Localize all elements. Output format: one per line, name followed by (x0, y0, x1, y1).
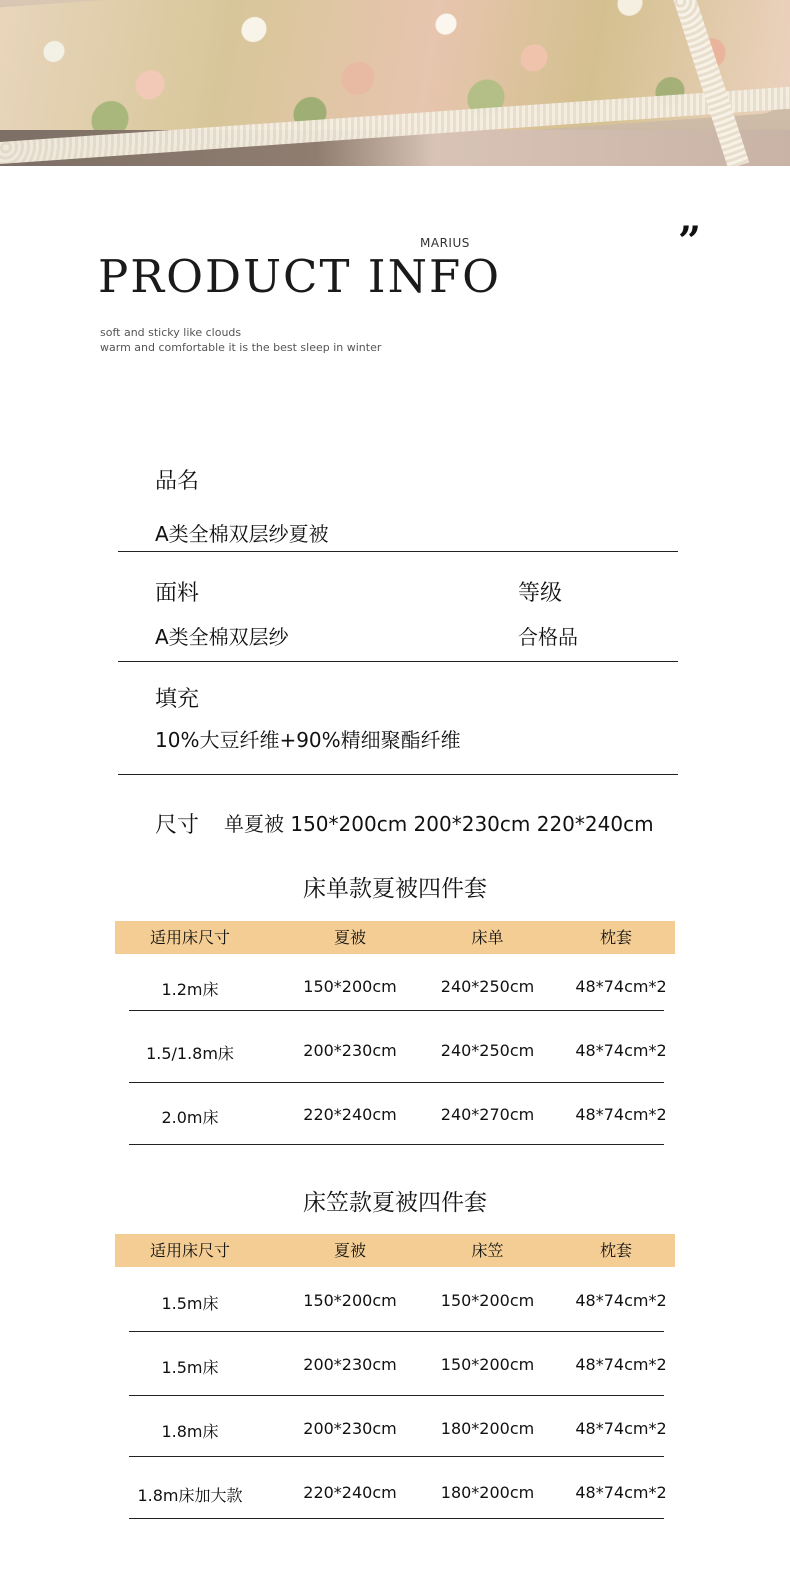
table1-cell: 1.5/1.8m床 (146, 1044, 234, 1063)
table1-cell: 2.0m床 (161, 1108, 219, 1127)
table2-header-cell: 枕套 (599, 1241, 632, 1260)
table1-cell: 150*200cm (303, 977, 397, 996)
table2-cell: 180*200cm (440, 1419, 535, 1438)
table2-cell: 220*240cm (303, 1483, 397, 1502)
table2-title: 床笠款夏被四件套 (303, 1190, 487, 1216)
table2-cell: 180*200cm (440, 1483, 535, 1502)
divider (129, 1395, 664, 1396)
table2-cell: 200*230cm (303, 1419, 397, 1438)
size-value: 单夏被 150*200cm 200*230cm 220*240cm (224, 812, 654, 836)
divider (129, 1331, 664, 1332)
table2-cell: 48*74cm*2 (575, 1291, 667, 1310)
fabric-value: A类全棉双层纱 (155, 625, 289, 649)
fabric-label: 面料 (155, 581, 200, 606)
table2-header-cell: 夏被 (333, 1241, 366, 1260)
name-value: A类全棉双层纱夏被 (155, 522, 329, 546)
name-label: 品名 (155, 469, 200, 494)
table2-cell: 1.8m床加大款 (137, 1486, 243, 1505)
filling-label: 填充 (155, 687, 200, 712)
table2-header-cell: 适用床尺寸 (149, 1241, 230, 1260)
table2-header-row (115, 1234, 675, 1267)
table2-cell: 48*74cm*2 (575, 1419, 667, 1438)
table1-header-cell: 床单 (471, 928, 504, 947)
table1-header-row (115, 921, 675, 954)
table1-cell: 48*74cm*2 (575, 977, 667, 996)
table2-cell: 1.5m床 (161, 1358, 219, 1377)
table1-cell: 240*250cm (440, 1041, 535, 1060)
divider (129, 1518, 664, 1519)
divider (129, 1010, 664, 1011)
table1-cell: 48*74cm*2 (575, 1105, 667, 1124)
divider (118, 551, 678, 552)
tagline-1: soft and sticky like clouds (100, 326, 242, 339)
size-label: 尺寸 (155, 813, 200, 838)
divider (118, 774, 678, 775)
filling-value: 10%大豆纤维+90%精细聚酯纤维 (155, 728, 461, 752)
table2-cell: 1.8m床 (161, 1422, 219, 1441)
table2-cell: 1.5m床 (161, 1294, 219, 1313)
tagline-2: warm and comfortable it is the best sleep in winter (100, 341, 382, 354)
divider (129, 1082, 664, 1083)
table2-cell: 150*200cm (303, 1291, 397, 1310)
table1-header-cell: 枕套 (599, 928, 632, 947)
quote-mark-icon: ” (678, 218, 702, 265)
table1-cell: 240*270cm (440, 1105, 535, 1124)
table2-header-cell: 床笠 (471, 1241, 504, 1260)
grade-label: 等级 (518, 581, 563, 606)
table1-cell: 240*250cm (440, 977, 535, 996)
brand-label: MARIUS (420, 236, 470, 250)
table1-cell: 1.2m床 (161, 980, 219, 999)
divider (129, 1144, 664, 1145)
table1-cell: 48*74cm*2 (575, 1041, 667, 1060)
page-title: PRODUCT INFO (98, 250, 502, 303)
table2-cell: 48*74cm*2 (575, 1483, 667, 1502)
table1-header-cell: 适用床尺寸 (149, 928, 230, 947)
hero-product-photo (0, 0, 790, 166)
table1-cell: 220*240cm (303, 1105, 397, 1124)
grade-value: 合格品 (518, 625, 578, 649)
table2-cell: 150*200cm (440, 1291, 535, 1310)
divider (129, 1456, 664, 1457)
table2-cell: 200*230cm (303, 1355, 397, 1374)
table1-header-cell: 夏被 (333, 928, 366, 947)
table2-cell: 150*200cm (440, 1355, 535, 1374)
table2-cell: 48*74cm*2 (575, 1355, 667, 1374)
table1-title: 床单款夏被四件套 (303, 876, 487, 902)
table1-cell: 200*230cm (303, 1041, 397, 1060)
divider (118, 661, 678, 662)
